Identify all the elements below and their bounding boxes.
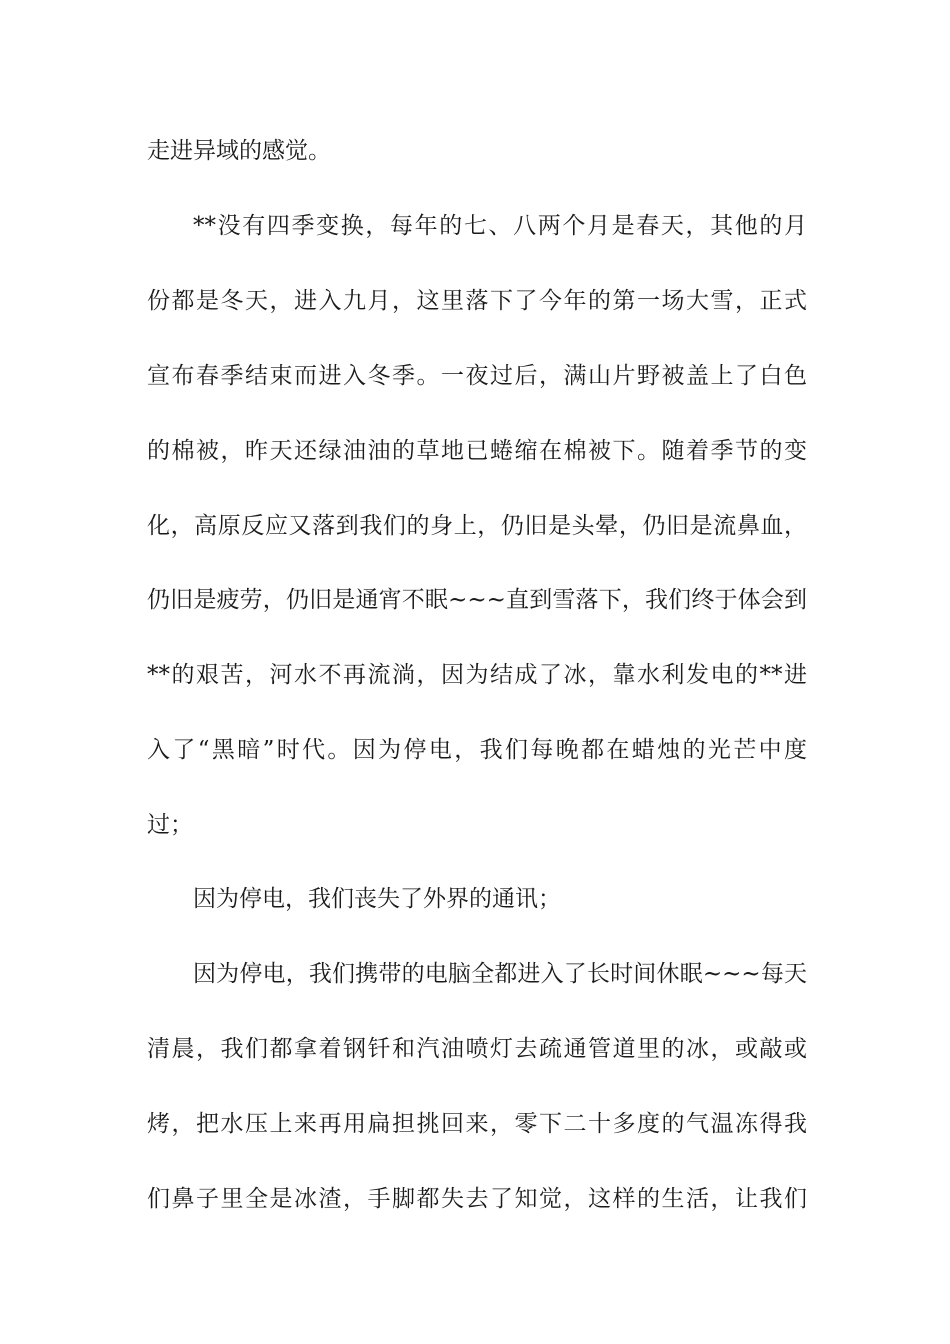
text-line: 化，高原反应又落到我们的身上，仍旧是头晕，仍旧是流鼻血， [147,513,807,539]
text-line: 因为停电，我们丧失了外界的通讯； [193,886,561,912]
text-line: 清晨，我们都拿着钢钎和汽油喷灯去疏通管道里的冰，或敲或 [147,1036,807,1062]
text-line: 宣布春季结束而进入冬季。一夜过后，满山片野被盖上了白色 [147,363,807,389]
text-line: 份都是冬天，进入九月，这里落下了今年的第一场大雪，正式 [147,288,807,314]
text-line: 仍旧是疲劳，仍旧是通宵不眠~~~直到雪落下，我们终于体会到 [147,587,807,613]
text-line: **的艰苦，河水不再流淌，因为结成了冰，靠水利发电的**进 [147,662,807,688]
text-line: 因为停电，我们携带的电脑全都进入了长时间休眠~~~每天 [193,961,807,987]
text-line: 过； [147,812,193,838]
text-line: **没有四季变换，每年的七、八两个月是春天，其他的月 [193,213,807,239]
text-line: 的棉被，昨天还绿油油的草地已蜷缩在棉被下。随着季节的变 [147,438,807,464]
text-line: 们鼻子里全是冰渣，手脚都失去了知觉，这样的生活，让我们 [147,1186,807,1212]
text-line: 入了“黑暗”时代。因为停电，我们每晚都在蜡烛的光芒中度 [147,737,807,763]
text-line: 走进异域的感觉。 [147,138,331,164]
text-line: 烤，把水压上来再用扁担挑回来，零下二十多度的气温冻得我 [147,1111,807,1137]
